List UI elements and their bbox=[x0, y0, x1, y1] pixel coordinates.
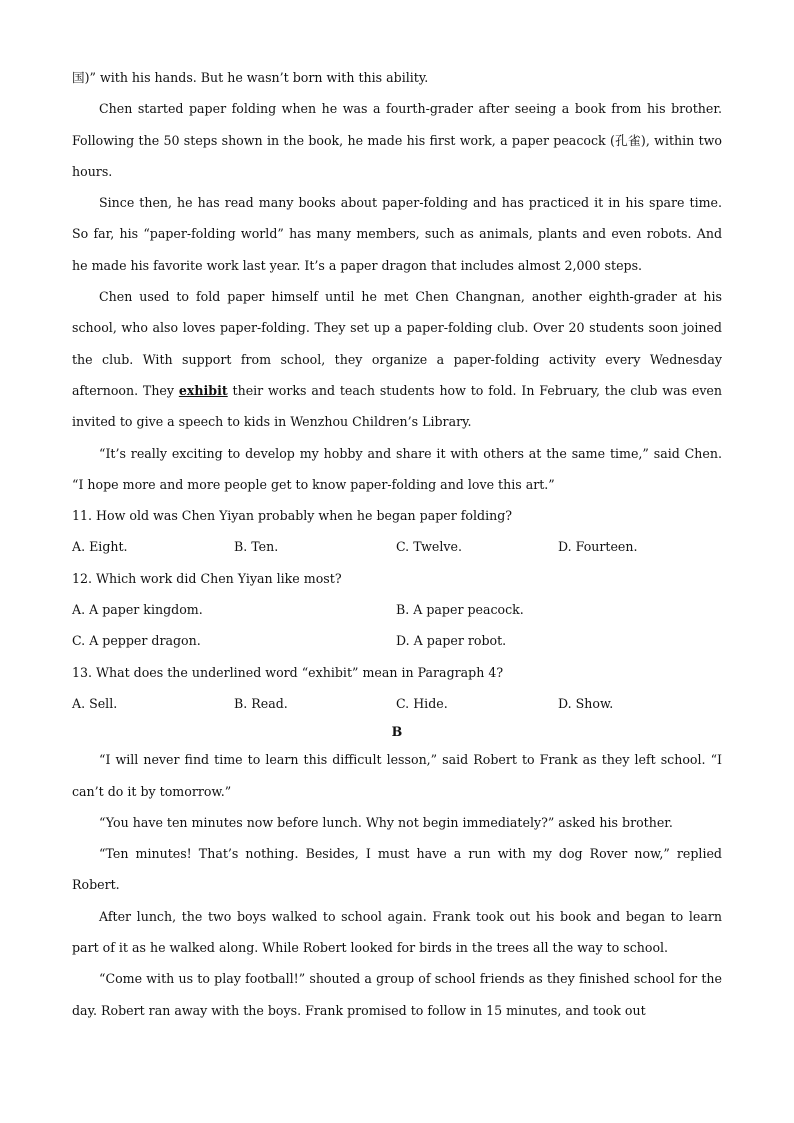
question-13-option-a: A. Sell. bbox=[72, 695, 118, 711]
question-11-option-d: D. Fourteen. bbox=[558, 539, 638, 555]
question-13-option-d: D. Show. bbox=[558, 695, 614, 711]
passage-b-paragraph-1: “I will never find time to learn this difficult lesson,” said Robert to Frank as they left school. “I can’t do it by tomorrow.” bbox=[72, 752, 722, 799]
passage-b-paragraph-3: “Ten minutes! That’s nothing. Besides, I must have a run with my dog Rover now,” replied Robert. bbox=[72, 846, 722, 893]
question-12-stem: 12. Which work did Chen Yiyan like most? bbox=[72, 570, 342, 586]
question-11-option-c: C. Twelve. bbox=[396, 539, 462, 555]
section-b-heading: B bbox=[391, 724, 403, 740]
question-12-option-c: C. A pepper dragon. bbox=[72, 633, 201, 649]
underlined-word-exhibit: exhibit bbox=[178, 382, 228, 398]
question-12-option-b: B. A paper peacock. bbox=[396, 602, 524, 618]
passage-b-paragraph-5: “Come with us to play football!” shouted a group of school friends as they finished school for the day. Robert ran away with the boys. Frank promised to follow in 15 minutes, and took out bbox=[72, 971, 722, 1018]
paragraph-4-text-after: their works and teach students how to fold. In February, the club was even invited to give a speech to kids in Wenzhou Children’s Library. bbox=[72, 382, 722, 430]
passage-a-paragraph-3: Since then, he has read many books about paper-folding and has practiced it in his spare time. So far, his “paper-folding world” has many members, such as animals, plants and even robots. And he made his favorite work last year. It’s a paper dragon that includes almost 2,000 steps. bbox=[72, 195, 722, 273]
question-12-option-a: A. A paper kingdom. bbox=[72, 602, 203, 618]
question-11-option-b: B. Ten. bbox=[234, 539, 279, 555]
question-12-option-d: D. A paper robot. bbox=[396, 633, 507, 649]
question-12-options-row-1 bbox=[72, 594, 722, 625]
document-page bbox=[72, 62, 722, 1026]
passage-b-paragraph-4: After lunch, the two boys walked to school again. Frank took out his book and began to learn part of it as he walked along. While Robert looked for birds in the trees all the way to school. bbox=[72, 908, 722, 956]
passage-a-paragraph-2: Chen started paper folding when he was a fourth-grader after seeing a book from his brother. Following the 50 steps shown in the book, he made his first work, a paper peacock (孔雀), within two hours. bbox=[72, 101, 722, 179]
question-11-stem: 11. How old was Chen Yiyan probably when he began paper folding? bbox=[72, 508, 513, 524]
question-13-options bbox=[72, 688, 722, 719]
passage-b-paragraph-2: “You have ten minutes now before lunch. Why not begin immediately?” asked his brother. bbox=[99, 814, 673, 830]
question-11-option-a: A. Eight. bbox=[72, 539, 128, 555]
question-13-option-c: C. Hide. bbox=[396, 695, 448, 711]
passage-a-paragraph-4 bbox=[72, 281, 722, 437]
passage-a-paragraph-5: “It’s really exciting to develop my hobby and share it with others at the same time,” said Chen. “I hope more and more people get to know paper-folding and love this art.” bbox=[72, 445, 722, 492]
question-11-options bbox=[72, 531, 722, 562]
question-12-options-row-2 bbox=[72, 625, 722, 656]
paragraph-4-text-before: Chen used to fold paper himself until he met Chen Changnan, another eighth-grader at his school, who also loves paper-folding. They set up a paper-folding club. Over 20 students soon joined the club. With support from school, they organize a paper-folding activity every Wednesday afternoon. They bbox=[72, 289, 722, 398]
question-13-option-b: B. Read. bbox=[234, 695, 288, 711]
question-13-stem: 13. What does the underlined word “exhibit” mean in Paragraph 4? bbox=[72, 664, 504, 680]
passage-a-paragraph-1-tail: 国)” with his hands. But he wasn’t born with this ability. bbox=[72, 70, 429, 85]
